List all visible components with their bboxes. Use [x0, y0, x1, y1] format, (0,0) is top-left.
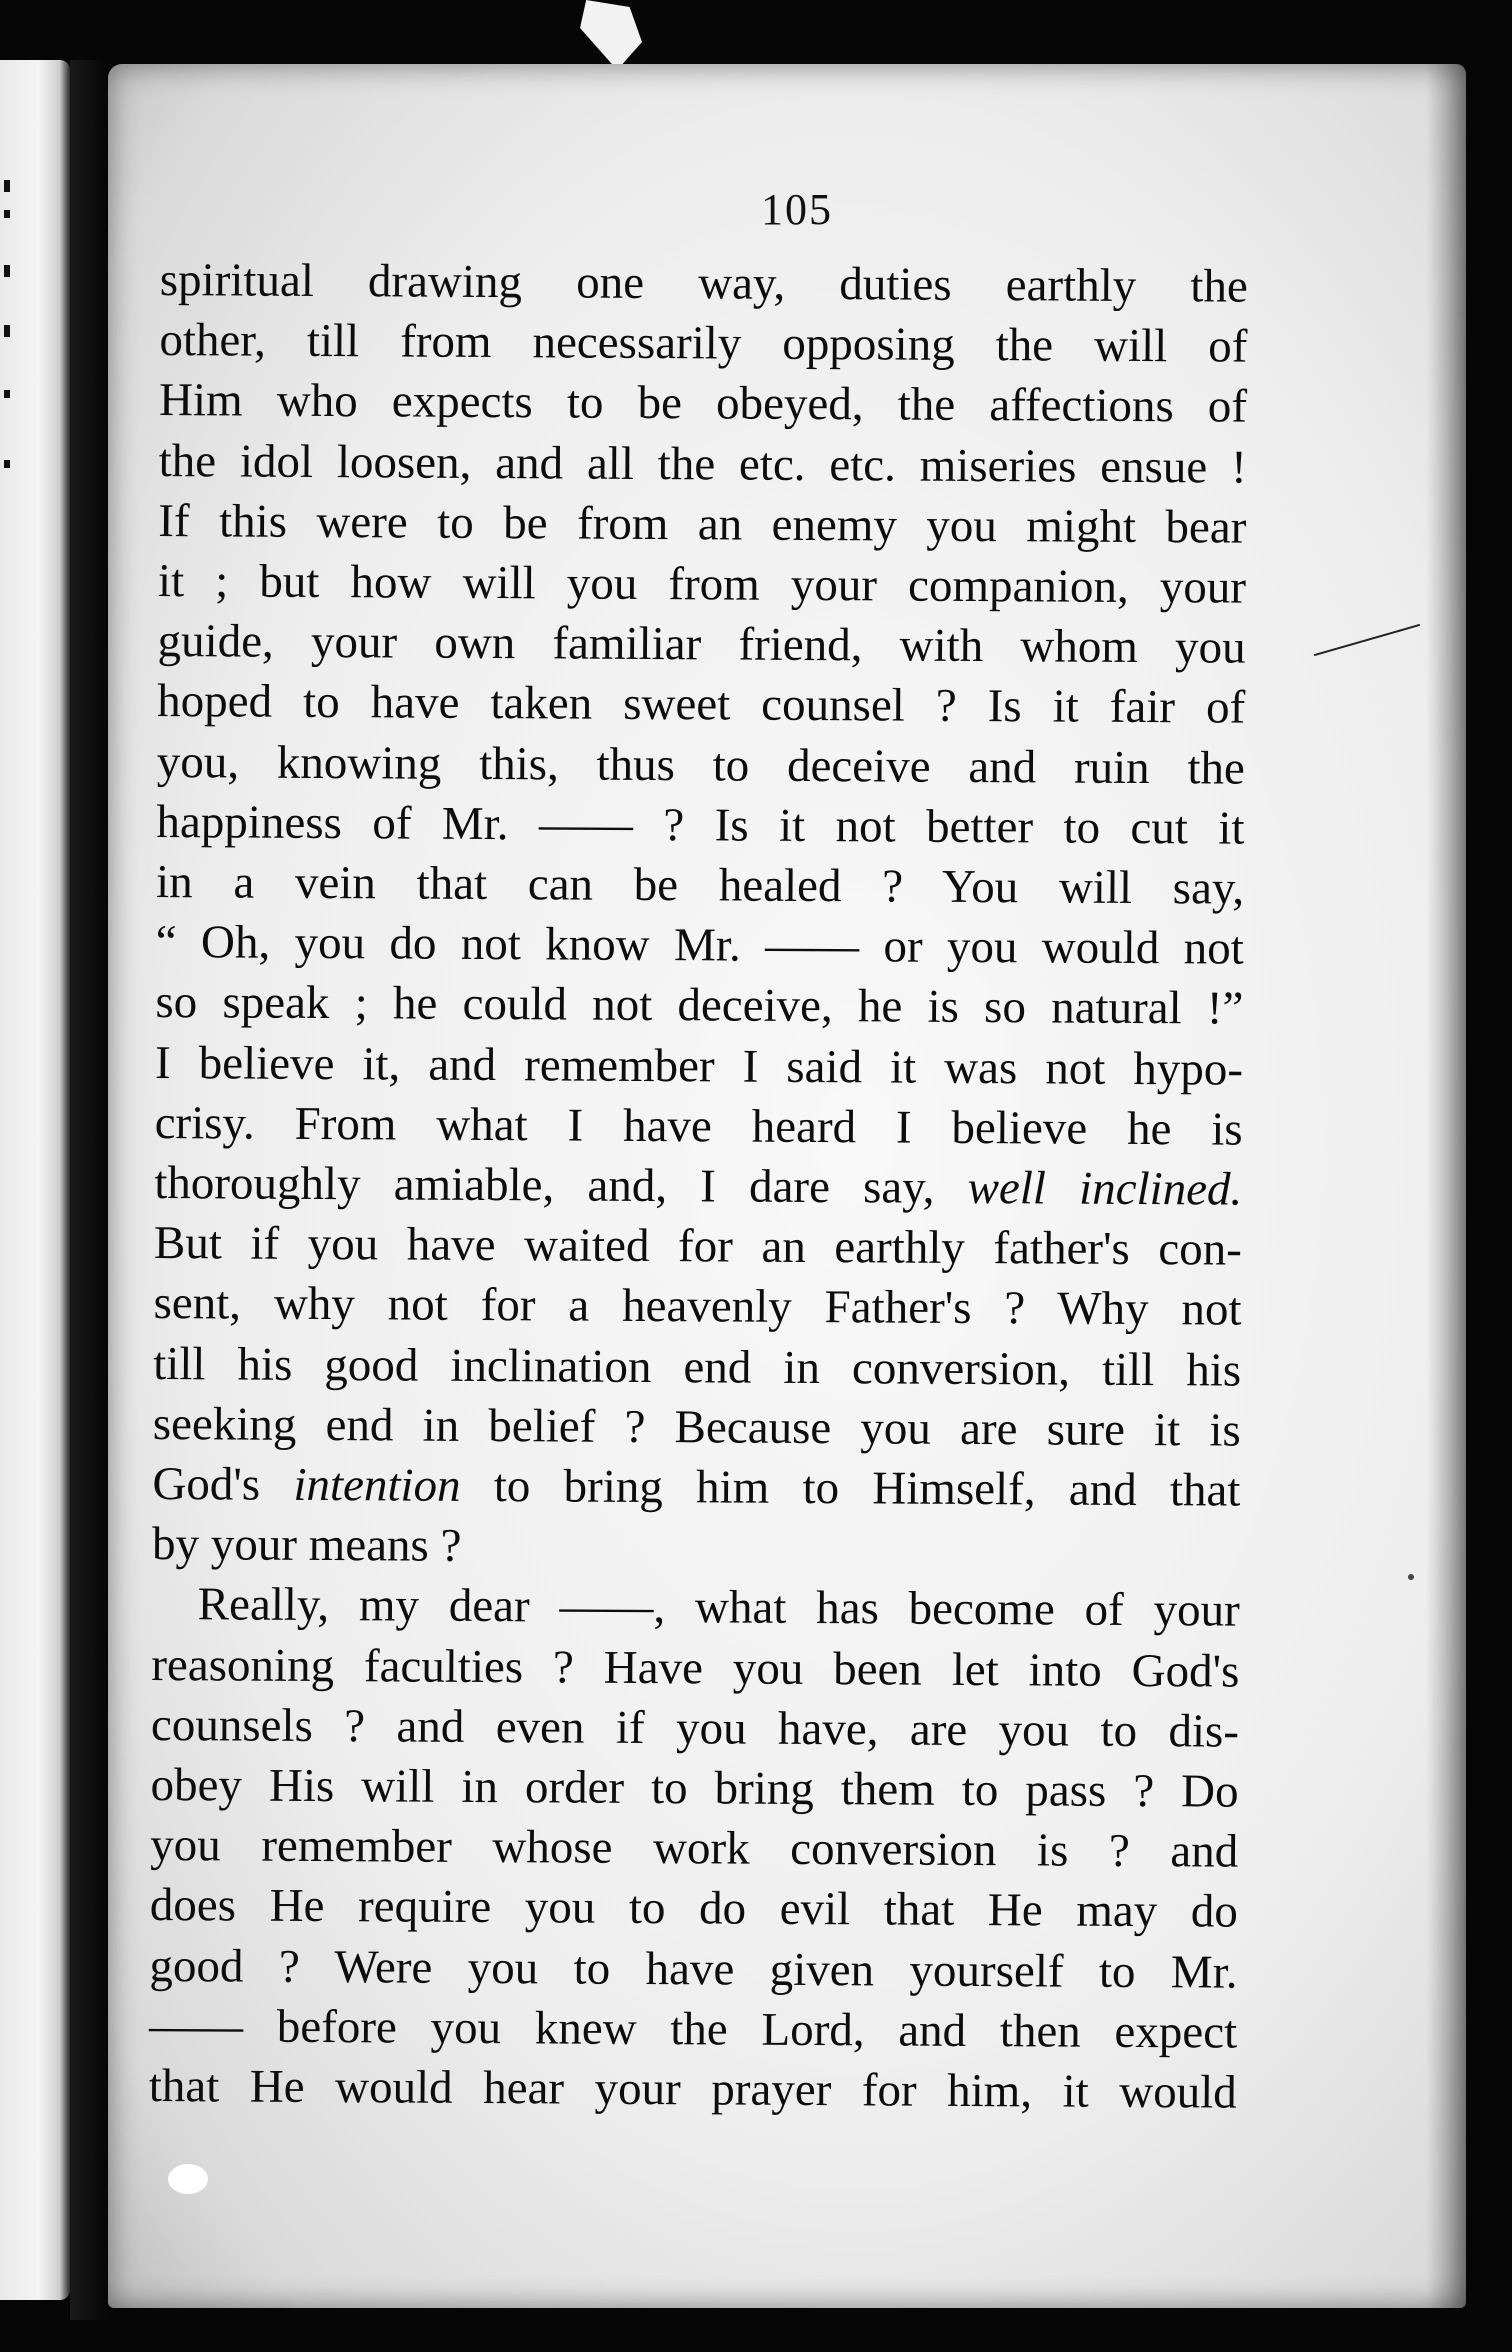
paper-tear: [580, 0, 642, 70]
text-line: so speak ; he could not deceive, he is so natural !”: [155, 976, 1244, 1036]
paragraph-1: [152, 250, 1248, 1581]
text-line-mixed: [154, 1153, 1242, 1220]
text-line: obey His will in order to bring them to pass ? Do: [150, 1759, 1239, 1818]
text-line: that He would hear your prayer for him, it would: [148, 2060, 1237, 2119]
text-line: guide, your own familiar friend, with whom you: [157, 615, 1246, 674]
edge-mark: [4, 180, 10, 192]
text-line: reasoning faculties ? Have you been let into God's: [151, 1638, 1240, 1698]
edge-mark: [4, 210, 10, 218]
text-line-mixed: [152, 1454, 1240, 1521]
book-page: [108, 64, 1466, 2308]
text-line: counsels ? and even if you have, are you to dis-: [150, 1698, 1240, 1758]
edge-mark: [4, 265, 10, 277]
text-line: by your means ?: [151, 1518, 462, 1573]
edge-mark: [4, 325, 10, 337]
speck: [1408, 1574, 1414, 1580]
text-line: it ; but how will you from your companion, your: [157, 555, 1247, 614]
text-segment: to bring him to Himself, and that: [493, 1460, 1241, 1517]
speck: [168, 2164, 208, 2194]
text-line: does He require you to do evil that He may do: [149, 1879, 1239, 1939]
text-line: happiness of Mr. —— ? Is it not better to cut it: [156, 795, 1245, 855]
margin-pencil-mark: [1314, 624, 1420, 656]
text-segment: thoroughly amiable, and, I dare say,: [154, 1157, 935, 1214]
text-line: —— before you knew the Lord, and then expect: [148, 1999, 1238, 2059]
text-line: in a vein that can be healed ? You will say,: [155, 856, 1245, 915]
text-line: If this were to be from an enemy you might bear: [158, 494, 1247, 554]
edge-mark: [4, 390, 10, 398]
book-gutter: [70, 60, 110, 2320]
adjacent-page-edge: [0, 60, 70, 2300]
text-line: good ? Were you to have given yourself to Mr.: [149, 1939, 1238, 1999]
text-line: Him who expects to be obeyed, the affections of: [158, 374, 1248, 434]
paragraph-2: [149, 1574, 1240, 2122]
page-number: 105: [761, 185, 833, 234]
text-line: Really, my dear ——, what has become of your: [197, 1578, 1240, 1638]
text-line: crisy. From what I have heard I believe he is: [154, 1096, 1243, 1156]
text-line: sent, why not for a heavenly Father's ? Why not: [153, 1277, 1242, 1337]
edge-mark: [4, 460, 10, 468]
text-line: “ Oh, you do not know Mr. —— or you would not: [155, 916, 1244, 975]
italic-phrase: well inclined.: [967, 1161, 1243, 1216]
text-line: hoped to have taken sweet counsel ? Is it fair of: [157, 675, 1246, 735]
text-line: spiritual drawing one way, duties earthly the: [159, 253, 1248, 313]
text-line: seeking end in belief ? Because you are sure it is: [152, 1397, 1241, 1457]
page-body-text: [149, 250, 1248, 2123]
text-line: you remember whose work conversion is ? and: [150, 1819, 1239, 1878]
text-line: other, till from necessarily opposing the will of: [159, 314, 1248, 373]
italic-phrase: intention: [293, 1458, 461, 1512]
text-line: the idol loosen, and all the etc. etc. miseries ensue !: [158, 434, 1247, 494]
text-line: till his good inclination end in conversion, till his: [153, 1337, 1242, 1397]
text-segment: God's: [152, 1458, 261, 1511]
text-line: I believe it, and remember I said it was not hypo-: [154, 1036, 1244, 1096]
text-line: But if you have waited for an earthly father's con-: [153, 1217, 1243, 1276]
page-shadow: [1426, 64, 1466, 2308]
text-line: you, knowing this, thus to deceive and ruin the: [156, 735, 1246, 795]
